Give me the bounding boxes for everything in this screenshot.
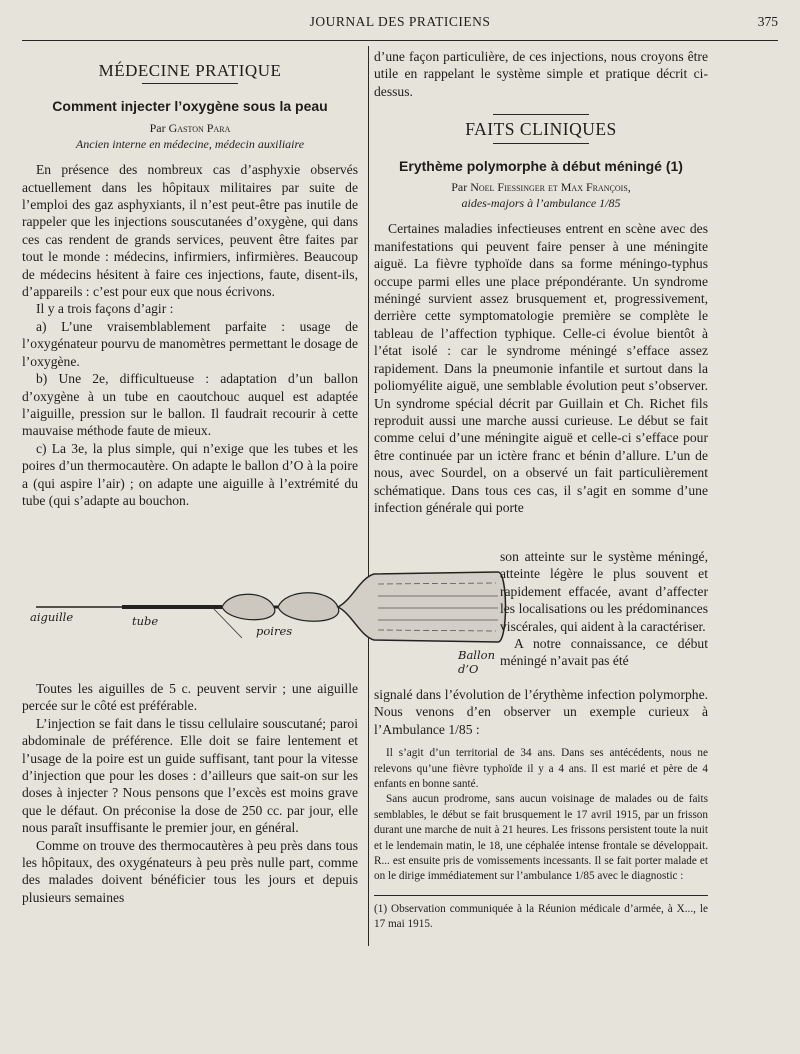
paragraph: a) L’une vraisemblablement parfaite : usage de l’oxygénateur pourvu de manomètres permettant le dosage de l’oxygène. — [22, 318, 358, 369]
author-name: Gaston Para — [168, 120, 231, 135]
byline-prefix: Par — [149, 120, 166, 135]
figure-thermocautery-device — [22, 560, 512, 690]
label-bulbs: poires — [256, 624, 293, 638]
paragraph: son atteinte sur le système méningé, atteinte légère le plus souvent et rapidement effacée, avant d’affecter les localisations ou les prédominances viscérales, qui aident à la caractériser. — [500, 549, 708, 634]
continuation-text: d’une façon particulière, de ces injections, nous croyons être utile en rappelant le système simple et pratique décrit ci-dessus. — [374, 49, 708, 99]
article-title-erytheme: Erythème polymorphe à début méningé (1) — [399, 157, 683, 174]
wrapped-text — [500, 548, 708, 670]
column-divider — [368, 46, 369, 946]
section-rule-bottom — [493, 143, 589, 144]
paragraph: Comme on trouve des thermocautères à peu près dans tous les hôpitaux, des oxygénateurs à peu près nulle part, comme des malades doivent bénéficier tous les jours et depuis plusieurs semaines — [22, 837, 358, 905]
label-needle: aiguille — [30, 610, 74, 624]
section-title-faits: FAITS CLINIQUES — [465, 119, 617, 140]
footnote-rule — [374, 895, 708, 896]
byline — [22, 121, 358, 136]
journal-title: JOURNAL DES PRATICIENS — [309, 14, 491, 29]
right-column — [374, 48, 708, 516]
case-paragraph: Il s’agit d’un territorial de 34 ans. Dans ses antécédents, nous ne relevons qu’une fièvre typhoïde il y a 4 ans. Il est marié et père de 4 enfants en bonne santé. — [374, 747, 708, 791]
header-rule — [22, 40, 778, 41]
left-column-lower — [22, 680, 358, 906]
paragraph: Certaines maladies infectieuses entrent en scène avec des manifestations qui peuvent faire penser à une méningite aiguë. La fièvre typhoïde dans sa forme méningo-typhus occupe parmi elles une place prépondérante. Un syndrome méningé survient assez brusquement et, progressivement, derrière cette symptomatologie première se complète le tableau de l’affection typhique. Celle-ci évolue bientôt à l’état isolé : car le syndrome méningé s’efface assez rapidement. Dans la pneumonie infantile et surtout dans la poliomyélite aiguë, une semblable évolution peut s’observer. Un syndrome spécial décrit par Guillain et Ch. Richet fils reproduit aussi une marche aussi curieuse. Le début se fait comme celui d’une méningite aiguë et celle-ci s’efface pour être continuée par un ictère franc et bénin d’allure. L’un de nous, avec Sourdel, on a observé un fait particulièrement schématique. Dans tous ces cas, il s’agit en somme d’une infection générale qui porte — [374, 221, 708, 515]
paragraph: signalé dans l’évolution de l’érythème infection polymorphe. Nous venons d’en observer un exemple curieux à l’Ambulance 1/85 : — [374, 687, 708, 737]
case-paragraph: Sans aucun prodrome, sans aucun voisinage de malades ou de faits semblables, le début se fait brusquement le 17 avril 1915, par un frisson durant une marche de nuit à 21 heures. Les frissons persistent toute la nuit et le lendemain matin, le 18, une céphalée intense frontale se développait. R... est ensuite pris de vomissements incessants. Il se fait porter malade et on le dirige immédiatement sur l’ambulance 1/85 avec le diagnostic : — [374, 793, 708, 883]
paragraph: c) La 3e, la plus simple, qui n’exige que les tubes et les poires d’un thermocautère. On adapte le ballon d’O à la poire a (qui aspire l’air) ; on adapte une aiguille à l’extrémité du tube (qui s’adapte au bouchon. — [22, 440, 358, 508]
paragraph: A notre connaissance, ce début méningé n’avait pas été — [500, 636, 708, 669]
author-names: Noel Fiessinger et Max François, — [470, 180, 631, 195]
case-report — [374, 746, 708, 885]
label-tube: tube — [132, 614, 159, 628]
byline-right — [374, 180, 708, 195]
section-rule-top — [493, 114, 589, 115]
label-balloon: Ballon d’O — [458, 648, 495, 676]
running-header — [22, 14, 778, 34]
paragraph: En présence des nombreux cas d’asphyxie observés actuellement dans les hôpitaux militaires par suite de l’emploi des gaz asphyxiants, il n’est peut-être pas inutile de rappeler que les injections souscutanées d’oxygène, qui dans ces cas rendent de grands services, peuvent être faites par tout le monde : médecins, infirmiers, infirmières. Beaucoup de médecins hésitent à faire ces injections, faute, disent-ils, d’appareils : c’est pour eux que nous écrivons. — [22, 162, 358, 300]
section-rule — [142, 83, 238, 84]
paragraph: Toutes les aiguilles de 5 c. peuvent servir ; une aiguille percée sur le côté est préférable. — [22, 681, 358, 714]
paragraph: Il y a trois façons d’agir : — [36, 301, 174, 317]
author-affiliation: Ancien interne en médecine, médecin auxiliaire — [75, 136, 305, 151]
article-title: Comment injecter l’oxygène sous la peau — [52, 98, 328, 115]
right-column-lower — [374, 686, 708, 933]
byline-prefix: Par — [451, 180, 468, 195]
paragraph: L’injection se fait dans le tissu cellulaire souscutané; paroi abdominale de préférence. Elle doit se faire lentement et l’usage de la poire est un guide suffisant, tant pour la vitesse d’injection que pour les doses : d’ailleurs que sait-on sur les doses à injecter ? Nous pensons que l’excès est moins grave que le défaut. On préconise la dose de 250 cc. par jour, elle nous paraît insuffisante le premier jour, en général. — [22, 715, 358, 836]
section-title-medecine: MÉDECINE PRATIQUE — [98, 61, 282, 80]
author-affiliation-right: aides-majors à l’ambulance 1/85 — [461, 196, 621, 211]
left-column — [22, 48, 358, 509]
paragraph: b) Une 2e, difficultueuse : adaptation d’un ballon d’oxygène à un tube en caoutchouc auquel est adaptée l’aiguille, pression sur le ballon. Il faudrait recourir à cette mauvaise méthode faute de mieux. — [22, 371, 358, 439]
page-number: 375 — [757, 14, 778, 29]
footnote: (1) Observation communiquée à la Réunion médicale d’armée, à X..., le 17 mai 1915. — [374, 902, 708, 931]
